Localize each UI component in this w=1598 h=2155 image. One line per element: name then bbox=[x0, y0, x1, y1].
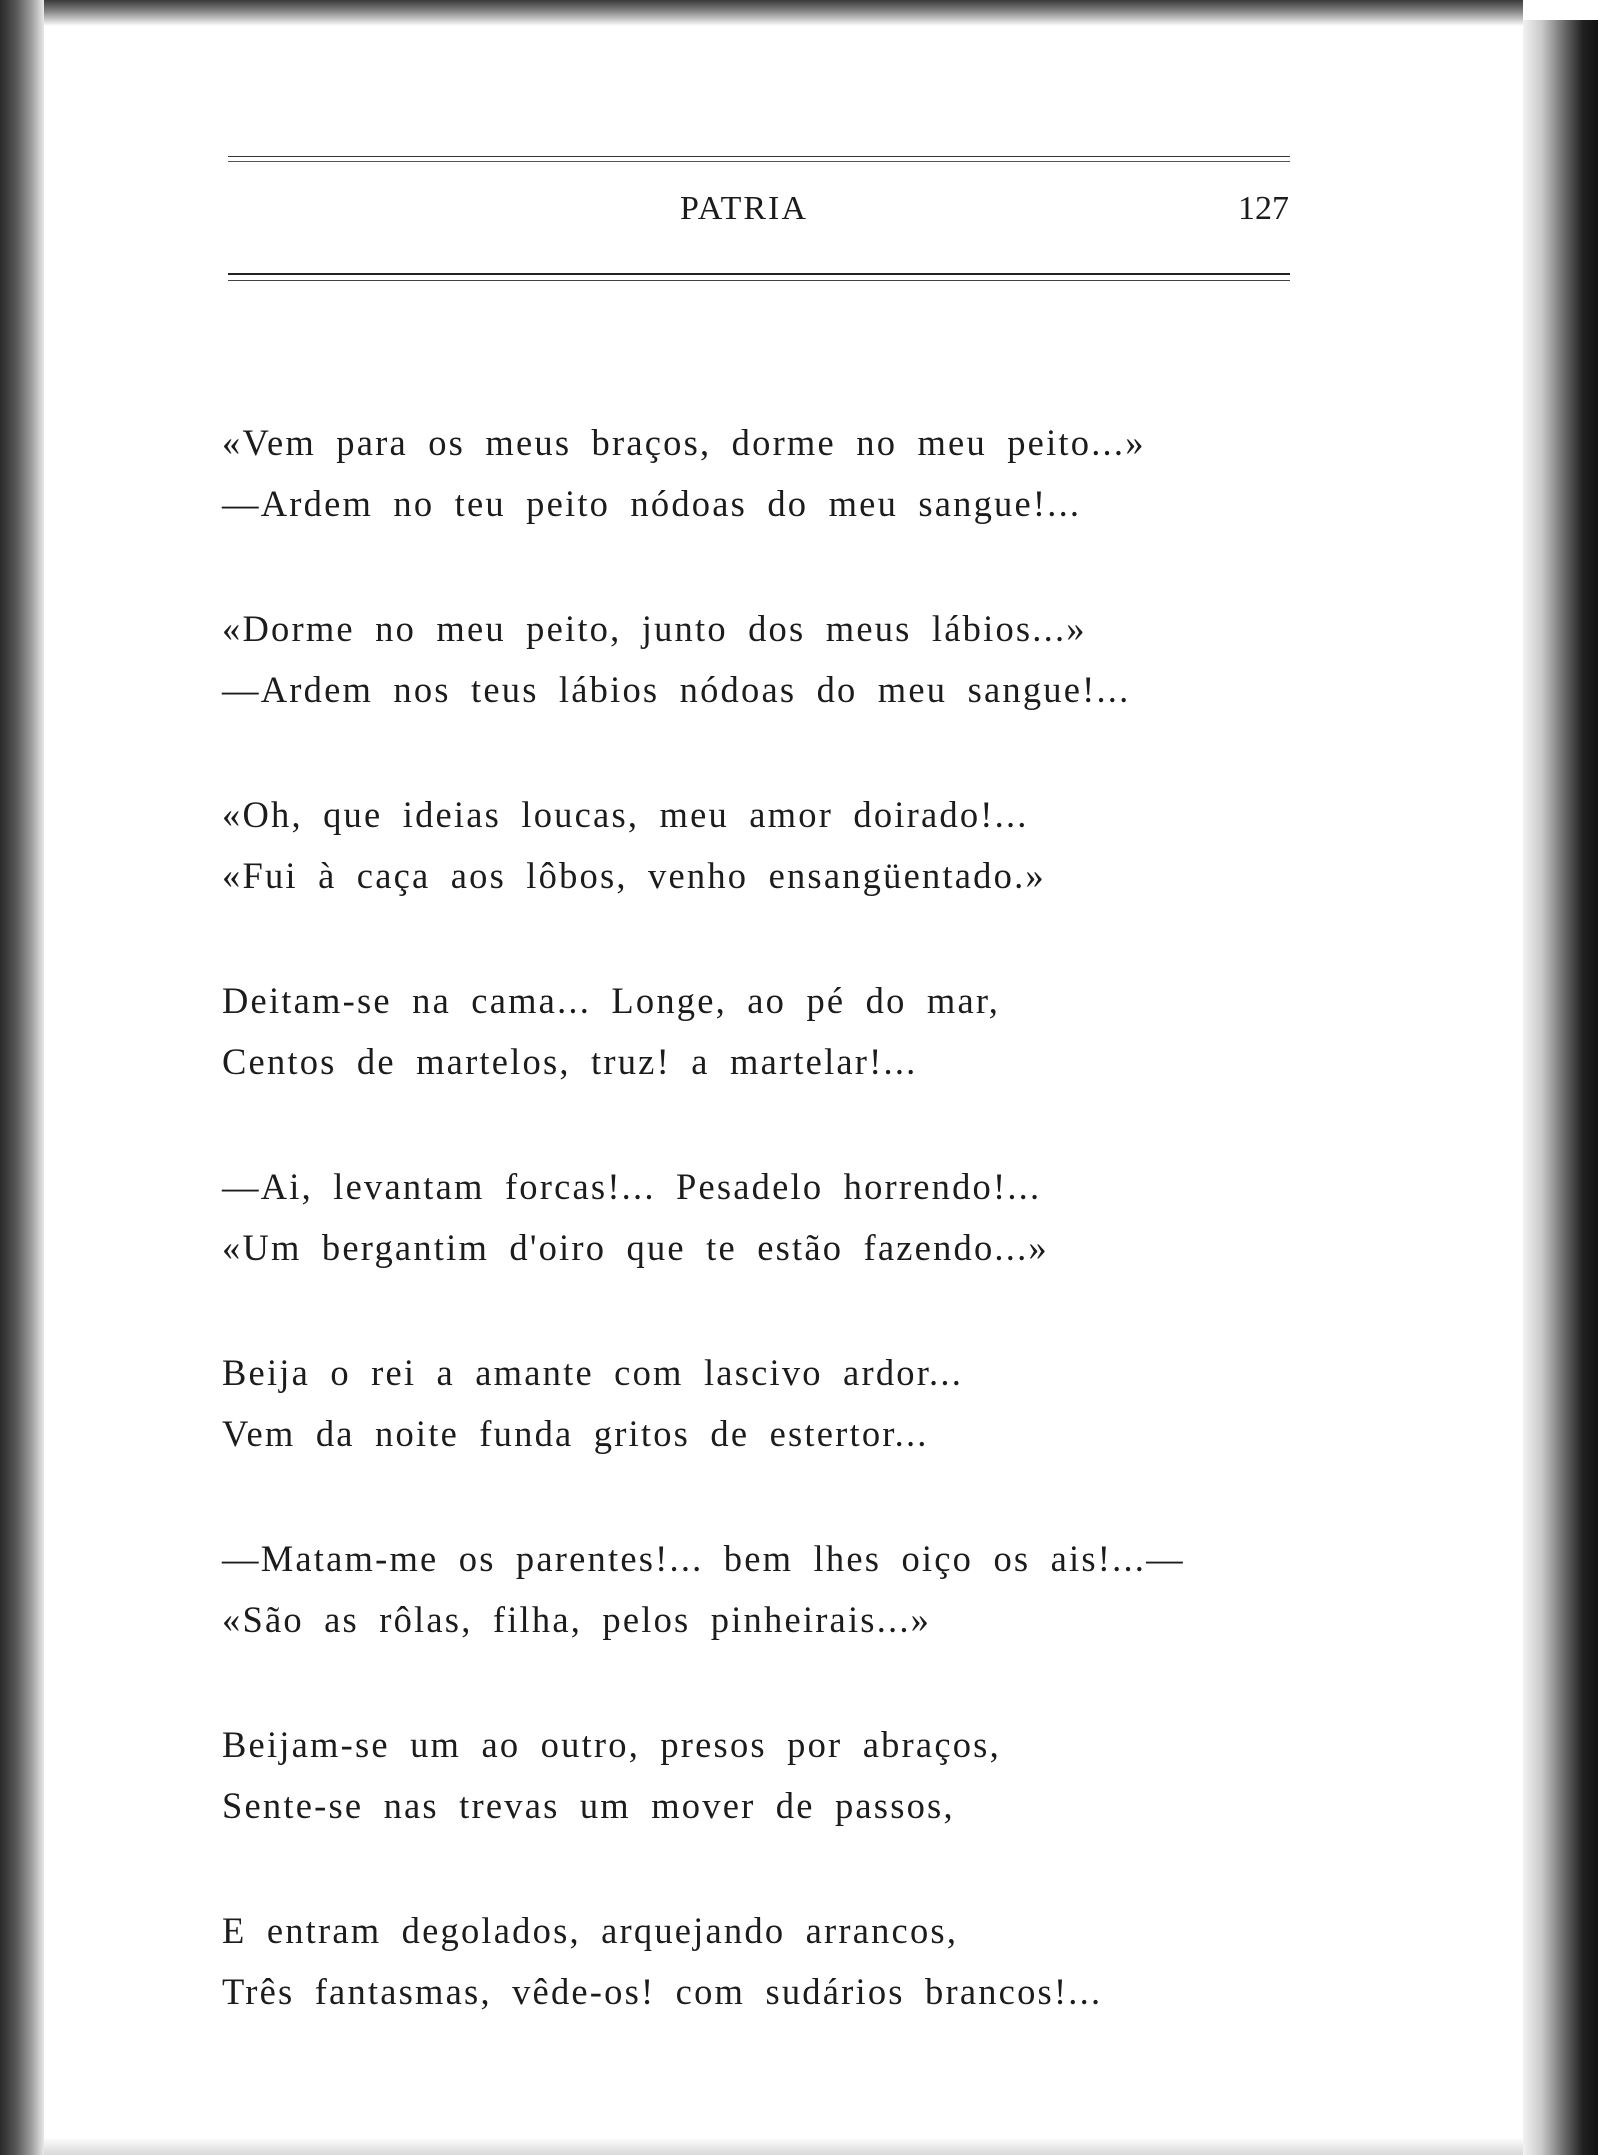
poem-line: Vem da noite funda gritos de estertor... bbox=[222, 1413, 929, 1454]
stanza bbox=[222, 970, 1302, 1092]
stanza bbox=[222, 1900, 1302, 2022]
running-title: PATRIA bbox=[680, 190, 808, 227]
page-bottom-edge bbox=[44, 2137, 1523, 2155]
poem-line: «Dorme no meu peito, junto dos meus lábios...» bbox=[222, 608, 1087, 649]
poem-line: «Vem para os meus braços, dorme no meu peito...» bbox=[222, 422, 1146, 463]
poem-line: —Ardem nos teus lábios nódoas do meu sangue!... bbox=[222, 669, 1131, 710]
stanza bbox=[222, 598, 1302, 720]
poem-line: «São as rôlas, filha, pelos pinheirais...» bbox=[222, 1599, 932, 1640]
poem-line: Três fantasmas, vêde-os! com sudários brancos!... bbox=[222, 1971, 1103, 2012]
poem-line: —Ardem no teu peito nódoas do meu sangue!... bbox=[222, 483, 1082, 524]
poem-line: «Um bergantim d'oiro que te estão fazendo...» bbox=[222, 1227, 1049, 1268]
stanza bbox=[222, 1156, 1302, 1278]
poem-line: Sente-se nas trevas um mover de passos, bbox=[222, 1785, 955, 1826]
header-rule-bottom bbox=[228, 273, 1290, 281]
page-number: 127 bbox=[1238, 190, 1289, 227]
poem-line: «Fui à caça aos lôbos, venho ensangüentado.» bbox=[222, 855, 1046, 896]
poem-line: «Oh, que ideias loucas, meu amor doirado!... bbox=[222, 794, 1029, 835]
page-top-edge bbox=[44, 0, 1523, 26]
page-binding-shadow-left bbox=[0, 0, 44, 2155]
poem-line: E entram degolados, arquejando arrancos, bbox=[222, 1910, 959, 1951]
poem-line: Deitam-se na cama... Longe, ao pé do mar, bbox=[222, 980, 1001, 1021]
stanza bbox=[222, 1528, 1302, 1650]
poem-line: Beijam-se um ao outro, presos por abraços, bbox=[222, 1724, 1001, 1765]
poem-body bbox=[222, 412, 1302, 2086]
poem-line: —Matam-me os parentes!... bem lhes oiço os ais!...— bbox=[222, 1538, 1185, 1579]
poem-line: Beija o rei a amante com lascivo ardor... bbox=[222, 1352, 964, 1393]
stanza bbox=[222, 784, 1302, 906]
page-binding-shadow-right bbox=[1523, 20, 1598, 2155]
poem-line: —Ai, levantam forcas!... Pesadelo horrendo!... bbox=[222, 1166, 1042, 1207]
poem-line: Centos de martelos, truz! a martelar!... bbox=[222, 1041, 918, 1082]
stanza bbox=[222, 1714, 1302, 1836]
stanza bbox=[222, 1342, 1302, 1464]
header-rule-top bbox=[228, 156, 1290, 162]
stanza bbox=[222, 412, 1302, 534]
